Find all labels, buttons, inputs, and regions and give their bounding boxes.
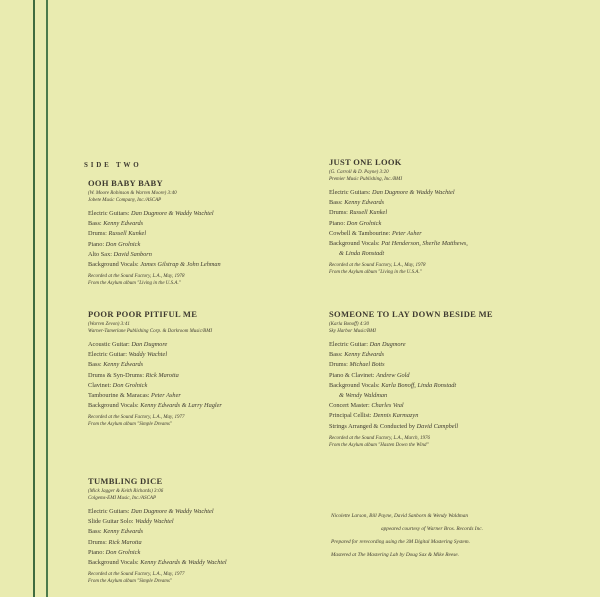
credit-name: Peter Asher xyxy=(391,229,422,237)
credit-role: Drums & Syn-Drums: xyxy=(88,371,146,379)
credit-name: David Sanborn xyxy=(113,250,152,258)
credits-list xyxy=(329,340,493,432)
credit-row xyxy=(88,229,221,239)
credit-row xyxy=(88,240,221,250)
credit-name: Kenny Edwards xyxy=(103,220,144,228)
credit-role: Piano: xyxy=(88,240,106,248)
publisher-line: Warner-Tamerlane Publishing Corp. & Darkroom Music/BMI xyxy=(88,329,213,334)
credit-name: Dan Dugmore & Waddy Wachtel xyxy=(131,210,214,217)
song-title: JUST ONE LOOK xyxy=(329,157,402,167)
credit-role: Drums: xyxy=(329,209,350,217)
recording-info xyxy=(88,273,221,287)
credit-role: Tambourine & Maracas: xyxy=(88,392,152,400)
credit-role: Concert Master: xyxy=(329,402,372,410)
credit-row xyxy=(329,229,468,239)
credits-list xyxy=(329,188,468,259)
credit-name: & Wendy Waldman xyxy=(339,392,388,400)
publisher-line: Colgems-EMI Music, Inc./ASCAP xyxy=(88,496,157,501)
footer-line: appeared courtesy of Warner Bros. Records Inc. xyxy=(381,526,483,532)
credit-role: Background Vocals: xyxy=(88,402,141,410)
song-block xyxy=(329,309,493,449)
credit-name: David Campbell xyxy=(416,422,459,430)
credit-row xyxy=(329,411,493,421)
credit-name: Dan Dugmore xyxy=(131,341,168,348)
credit-name: Kenny Edwards xyxy=(344,351,385,359)
credit-row xyxy=(329,219,468,229)
credit-name: Rick Marotta xyxy=(145,371,179,379)
credit-name: Kenny Edwards & Waddy Wachtel xyxy=(140,559,227,567)
song-title: SOMEONE TO LAY DOWN BESIDE ME xyxy=(329,309,493,319)
credits-list xyxy=(88,340,222,411)
credit-role: Electric Guitar: xyxy=(88,351,129,359)
recording-line: Recorded at the Sound Factory, L.A., May, 1978 xyxy=(329,263,426,269)
footer-line: Mastered at The Mastering Lab by Doug Sax & Mike Reese. xyxy=(331,552,459,558)
credit-role: Background Vocals: xyxy=(329,381,382,389)
credit-row xyxy=(88,401,222,411)
credit-role: Principal Cellist: xyxy=(329,412,374,420)
credit-row xyxy=(329,401,493,411)
recording-info xyxy=(329,262,468,276)
credit-row xyxy=(329,391,493,401)
credit-name: Rick Marotta xyxy=(108,538,142,546)
publisher-info xyxy=(329,169,468,183)
publisher-info xyxy=(329,321,493,335)
credit-name: Dan Dugmore & Waddy Wachtel xyxy=(131,508,214,515)
song-title: OOH BABY BABY xyxy=(88,178,163,188)
credit-row xyxy=(329,249,468,259)
publisher-line: (Warren Zevon) 3:41 xyxy=(88,322,130,327)
credit-row xyxy=(329,381,493,391)
credit-name: Waddy Wachtel xyxy=(135,518,174,526)
credit-role: Alto Sax: xyxy=(88,250,114,258)
song-block xyxy=(88,476,227,585)
credit-role: Bass: xyxy=(329,351,345,359)
credit-name: Don Grolnick xyxy=(105,548,141,556)
credit-row xyxy=(88,558,227,568)
credit-name: Kenny Edwards xyxy=(103,528,144,536)
credit-name: James Gilstrap & John Lehman xyxy=(140,261,221,269)
credit-row xyxy=(88,209,221,219)
song-block xyxy=(329,157,468,276)
recording-info xyxy=(329,435,493,449)
credit-role: Strings Arranged & Conducted by xyxy=(329,422,417,430)
credit-name: Dan Dugmore & Waddy Wachtel xyxy=(372,189,455,196)
song-block xyxy=(88,309,222,428)
publisher-line: (G. Carroll & D. Payne) 3:20 xyxy=(329,170,389,175)
credit-role: Piano: xyxy=(88,548,106,556)
credit-row xyxy=(88,507,227,517)
credit-name: Dennis Karmazyn xyxy=(373,412,419,420)
footer-line: Nicolette Larson, Bill Payne, David Sanborn & Wendy Waldman xyxy=(331,513,469,519)
publisher-line: (W. Moore Robinson & Warren Moore) 3:40 xyxy=(88,191,177,196)
credit-row xyxy=(329,350,493,360)
credit-name: Kenny Edwards xyxy=(103,361,144,369)
publisher-info xyxy=(88,321,222,335)
publisher-line: Jobete Music Company, Inc./ASCAP xyxy=(88,198,162,203)
credit-role: Cowbell & Tambourine: xyxy=(329,229,392,237)
credit-row xyxy=(88,517,227,527)
credit-name: Waddy Wachtel xyxy=(128,351,168,359)
credit-row xyxy=(88,371,222,381)
credit-name: Russell Kunkel xyxy=(108,230,147,238)
song-title: TUMBLING DICE xyxy=(88,476,163,486)
credit-row xyxy=(329,360,493,370)
credit-role: Background Vocals: xyxy=(329,240,382,248)
publisher-line: (Karla Bonoff) 4:30 xyxy=(329,322,369,327)
credit-row xyxy=(88,340,222,350)
credit-row xyxy=(329,340,493,350)
credit-row xyxy=(329,371,493,381)
publisher-info xyxy=(88,190,221,204)
credit-role: Piano: xyxy=(329,219,347,227)
recording-line: From the Asylum album "Simple Dreams" xyxy=(88,422,172,428)
credit-row xyxy=(88,391,222,401)
credit-name: Karla Bonoff, Linda Ronstadt xyxy=(381,381,457,389)
song-block xyxy=(88,178,221,287)
credit-name: Charles Veal xyxy=(371,402,404,410)
publisher-line: Sky Harbor Music/BMI xyxy=(329,329,376,334)
recording-line: From the Asylum album "Living in the U.S.A." xyxy=(88,281,181,287)
credit-row xyxy=(88,548,227,558)
credit-name: Andrew Gold xyxy=(376,371,410,379)
credit-role: Electric Guitars: xyxy=(88,508,132,515)
credit-row xyxy=(88,381,222,391)
recording-line: Recorded at the Sound Factory, L.A., May, 1978 xyxy=(88,274,185,280)
recording-line: From the Asylum album "Living in the U.S.A." xyxy=(329,270,422,276)
credits-list xyxy=(88,507,227,568)
recording-line: Recorded at the Sound Factory, L.A., May, 1977 xyxy=(88,572,185,578)
credit-row xyxy=(329,198,468,208)
publisher-line: Premier Music Publishing, Inc./BMI xyxy=(329,177,402,182)
credit-name: Pat Henderson, Sherlie Matthews, xyxy=(381,240,468,248)
credit-role: Bass: xyxy=(88,528,104,536)
credit-name: Dan Dugmore xyxy=(369,341,406,348)
credit-row xyxy=(329,208,468,218)
border-line-outer xyxy=(33,0,35,597)
border-line-inner xyxy=(46,0,48,597)
credit-role: Drums: xyxy=(88,538,109,546)
credit-row xyxy=(329,188,468,198)
recording-line: Recorded at the Sound Factory, L.A., March, 1976 xyxy=(329,435,431,441)
credit-row xyxy=(88,527,227,537)
publisher-line: (Mick Jagger & Keith Richards) 3:06 xyxy=(88,489,164,494)
credit-name: Michael Botts xyxy=(349,361,385,369)
recording-line: From the Asylum album "Simple Dreams" xyxy=(88,579,172,585)
credit-role: Piano & Clavinet: xyxy=(329,371,377,379)
footer-notes xyxy=(331,513,593,559)
credit-role: Clavinet: xyxy=(88,381,113,389)
credit-row xyxy=(88,250,221,260)
credits-list xyxy=(88,209,221,270)
publisher-info xyxy=(88,488,227,502)
credit-row xyxy=(329,239,468,249)
recording-info xyxy=(88,414,222,428)
credit-row xyxy=(88,360,222,370)
side-label: SIDE TWO xyxy=(84,161,142,169)
credit-role: Electric Guitars: xyxy=(88,210,132,217)
credit-name: Don Grolnick xyxy=(105,240,141,248)
credit-row xyxy=(329,422,493,432)
credit-row xyxy=(88,219,221,229)
credit-name: Russell Kunkel xyxy=(349,209,388,217)
credit-name: Don Grolnick xyxy=(346,219,382,227)
credit-role: Background Vocals: xyxy=(88,261,141,269)
credit-row xyxy=(88,350,222,360)
credit-role: Electric Guitar: xyxy=(329,341,370,348)
credit-role: Drums: xyxy=(329,361,350,369)
recording-line: From the Asylum album "Hasten Down the Wind" xyxy=(329,442,429,448)
credit-role: Bass: xyxy=(329,199,345,207)
credit-name: Don Grolnick xyxy=(112,381,148,389)
credit-row xyxy=(88,538,227,548)
border-lines xyxy=(33,0,49,597)
credit-name: Kenny Edwards & Larry Hagler xyxy=(140,402,222,410)
credit-role: Slide Guitar Solo: xyxy=(88,518,136,526)
credit-name: Kenny Edwards xyxy=(344,199,385,207)
credit-role: Electric Guitars: xyxy=(329,189,373,196)
recording-info xyxy=(88,571,227,585)
recording-line: Recorded at the Sound Factory, L.A., May, 1977 xyxy=(88,415,185,421)
credit-role: Bass: xyxy=(88,361,104,369)
credit-role: Background Vocals: xyxy=(88,559,141,567)
credit-role: Drums: xyxy=(88,230,109,238)
credit-role: Bass: xyxy=(88,220,104,228)
song-title: POOR POOR PITIFUL ME xyxy=(88,309,198,319)
credit-row xyxy=(88,260,221,270)
credit-name: & Linda Ronstadt xyxy=(339,250,385,258)
credit-role: Acoustic Guitar: xyxy=(88,341,132,348)
credit-name: Peter Asher xyxy=(151,392,181,400)
footer-line: Prepared for rerecording using the 3M Digital Mastering System. xyxy=(331,539,470,545)
